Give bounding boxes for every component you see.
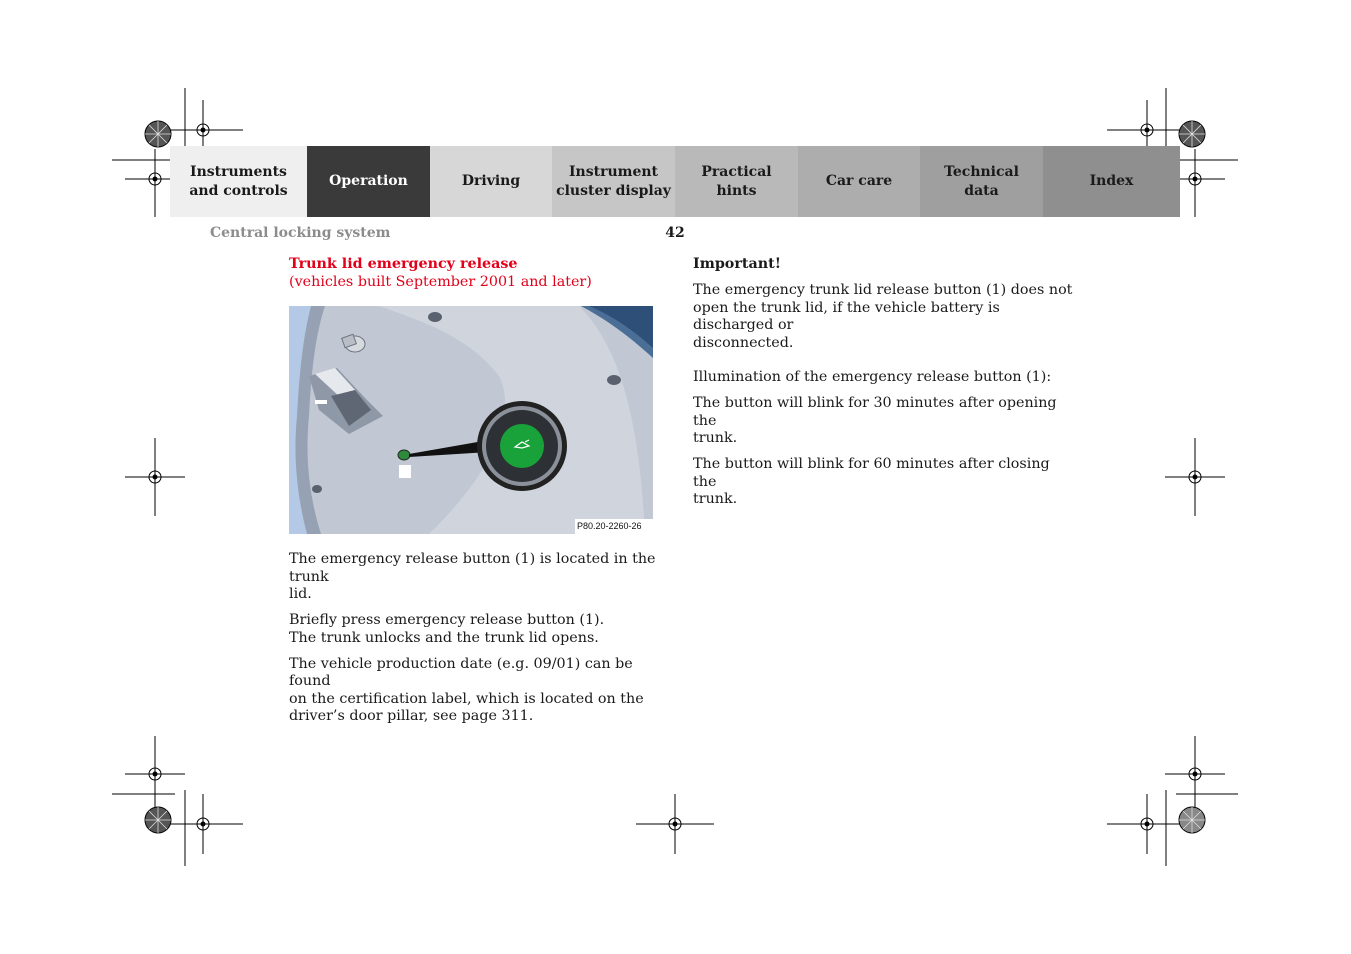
section-title: Central locking system bbox=[210, 225, 391, 241]
callout-label-1 bbox=[399, 465, 411, 478]
tab-instrument-cluster-display[interactable]: Instrument cluster display bbox=[552, 146, 675, 217]
paragraph: Illumination of the emergency release button (1): bbox=[693, 369, 1052, 385]
tab-index[interactable]: Index bbox=[1043, 146, 1180, 217]
page-number: 42 bbox=[665, 225, 685, 241]
tab-instruments-and-controls[interactable]: Instruments and controls bbox=[170, 146, 307, 217]
chapter-navigation bbox=[170, 146, 1180, 217]
tab-car-care[interactable]: Car care bbox=[798, 146, 920, 217]
emergency-release-button-location bbox=[398, 450, 410, 460]
left-column-body bbox=[289, 551, 661, 734]
figure-code: P80.20-2260-26 bbox=[577, 521, 642, 531]
screw bbox=[428, 312, 442, 322]
important-heading: Important! bbox=[693, 256, 782, 272]
right-column-body bbox=[693, 256, 1073, 517]
paragraph: The emergency release button (1) is located in the trunk lid. bbox=[289, 551, 656, 602]
screw bbox=[312, 485, 322, 493]
trunk-lid-illustration bbox=[289, 306, 653, 534]
paragraph: Briefly press emergency release button (1). The trunk unlocks and the trunk lid opens. bbox=[289, 612, 605, 646]
paragraph: The emergency trunk lid release button (1) does not open the trunk lid, if the vehicle battery is discharged or disconnected. bbox=[693, 282, 1073, 351]
subsection-subheading: (vehicles built September 2001 and later) bbox=[289, 274, 592, 290]
tab-driving[interactable]: Driving bbox=[430, 146, 552, 217]
paragraph: The vehicle production date (e.g. 09/01) can be found on the certification label, which is located on the driver’s door pillar, see page 311. bbox=[289, 655, 644, 724]
tab-practical-hints[interactable]: Practical hints bbox=[675, 146, 798, 217]
paragraph: The button will blink for 60 minutes after closing the trunk. bbox=[693, 456, 1050, 507]
subsection-heading: Trunk lid emergency release bbox=[289, 256, 518, 272]
paragraph: The button will blink for 30 minutes after opening the trunk. bbox=[693, 395, 1057, 446]
emergency-release-button bbox=[500, 424, 544, 468]
screw bbox=[607, 375, 621, 385]
tab-operation[interactable]: Operation bbox=[307, 146, 430, 217]
tab-technical-data[interactable]: Technical data bbox=[920, 146, 1043, 217]
